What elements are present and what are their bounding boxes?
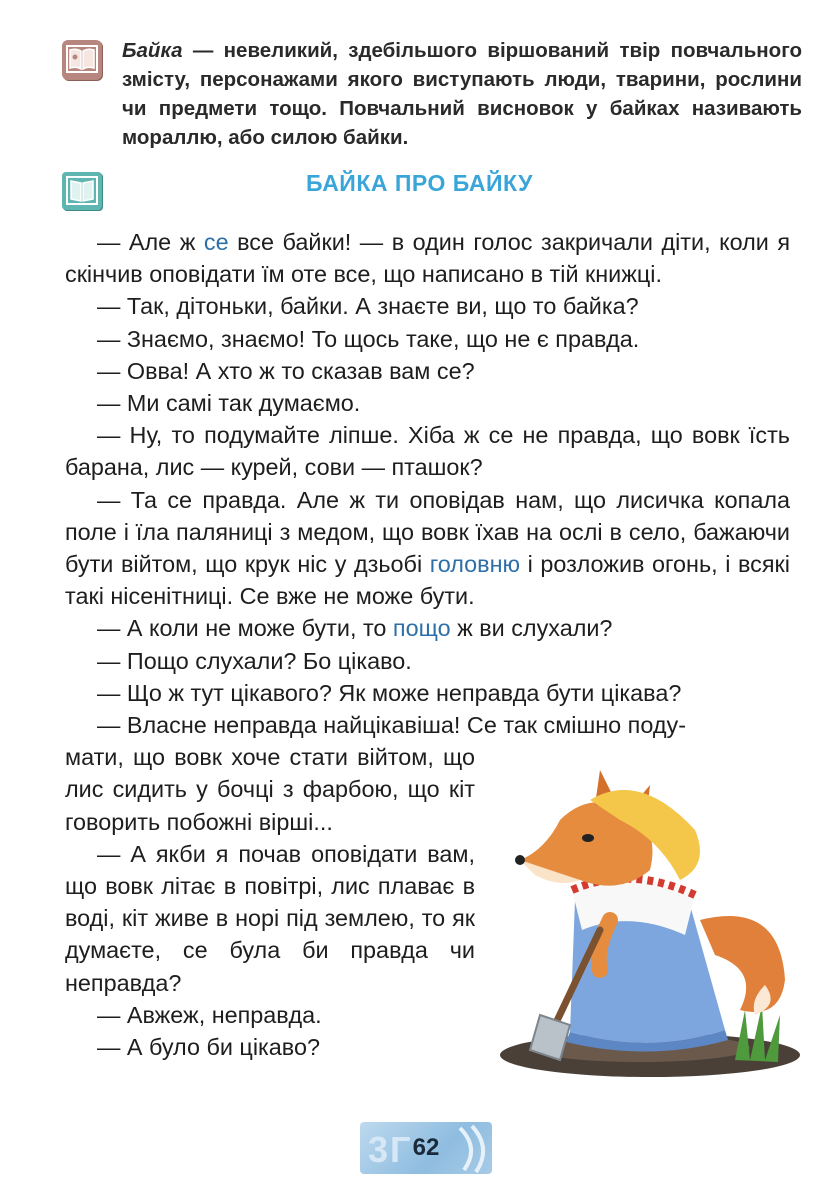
svg-text:3: 3 <box>368 1129 389 1170</box>
paragraph: — А якби я почав оповідати вам, що вовк літає в повітрі, лис плаває в воді, кіт живе в норі під землею, то як думаєте, се була би правда чи неправда? <box>65 840 475 996</box>
paragraph: мати, що вовк хоче стати війтом, що лис сидить у бочці з фарбою, що кіт говорить побожні вірші... <box>65 744 475 835</box>
text-run: все байки! — в один голос закричали діти, коли я скінчив оповідати їм оте все, що написано в тій книжці. <box>65 229 790 288</box>
highlighted-word: се <box>203 229 229 255</box>
paragraph: — Ну, то подумайте ліпше. Хіба ж се не правда, що вовк їсть барана, лис — курей, сови — пташок? <box>65 422 790 481</box>
paragraph: — Пощо слухали? Бо цікаво. <box>97 647 412 674</box>
fox-illustration <box>500 770 800 1080</box>
paragraph: — А було би цікаво? <box>97 1034 320 1061</box>
book-reading-icon <box>62 40 102 80</box>
paragraph: — Так, дітоньки, байки. А знаєте ви, що то байка? <box>97 293 639 320</box>
paragraph <box>65 484 790 613</box>
paragraph: — Власне неправда найцікавіша! Се так смішно поду- <box>97 712 686 739</box>
paragraph <box>65 226 790 290</box>
definition-block <box>122 36 802 152</box>
highlighted-word: головню <box>429 551 521 578</box>
text-run: ж ви слухали? <box>450 615 613 642</box>
paragraph: — Овва! А хто ж то сказав вам се? <box>97 357 475 384</box>
text-run: — Та се правда. Але ж ти оповідав нам, що лисичка копала поле і їла паляниці з медом, що вовк їхав на ослі в село, бажаючи бути війтом, що крук ніс у дзьобі <box>65 486 790 578</box>
text-run: — Але ж <box>97 229 204 255</box>
highlighted-word: пощо <box>392 615 451 642</box>
paragraph: — Авжеж, неправда. <box>97 1001 322 1028</box>
text-run: і розложив огонь, і всякі такі нісенітниці. Се вже не може бути. <box>65 551 790 610</box>
svg-text:Г: Г <box>390 1129 411 1170</box>
text-run: — А коли не може бути, то <box>97 615 393 642</box>
paragraph: — Що ж тут цікавого? Як може неправда бути цікава? <box>97 679 682 706</box>
definition-text: — невеликий, здебільшого віршований твір повчального змісту, персонажами якого виступають люди, тварини, рослини чи предмети тощо. Повчальний висновок у байках називають мораллю, або силою байки. <box>122 39 802 149</box>
story-title: БАЙКА ПРО БАЙКУ <box>306 170 533 196</box>
definition-term: Байка <box>122 39 183 62</box>
paragraph: — Знаємо, знаємо! То щось таке, що не є правда. <box>97 325 640 352</box>
paragraph: — Ми самі так думаємо. <box>97 390 361 417</box>
paragraph <box>65 612 790 644</box>
page-number: 62 <box>412 1134 440 1161</box>
